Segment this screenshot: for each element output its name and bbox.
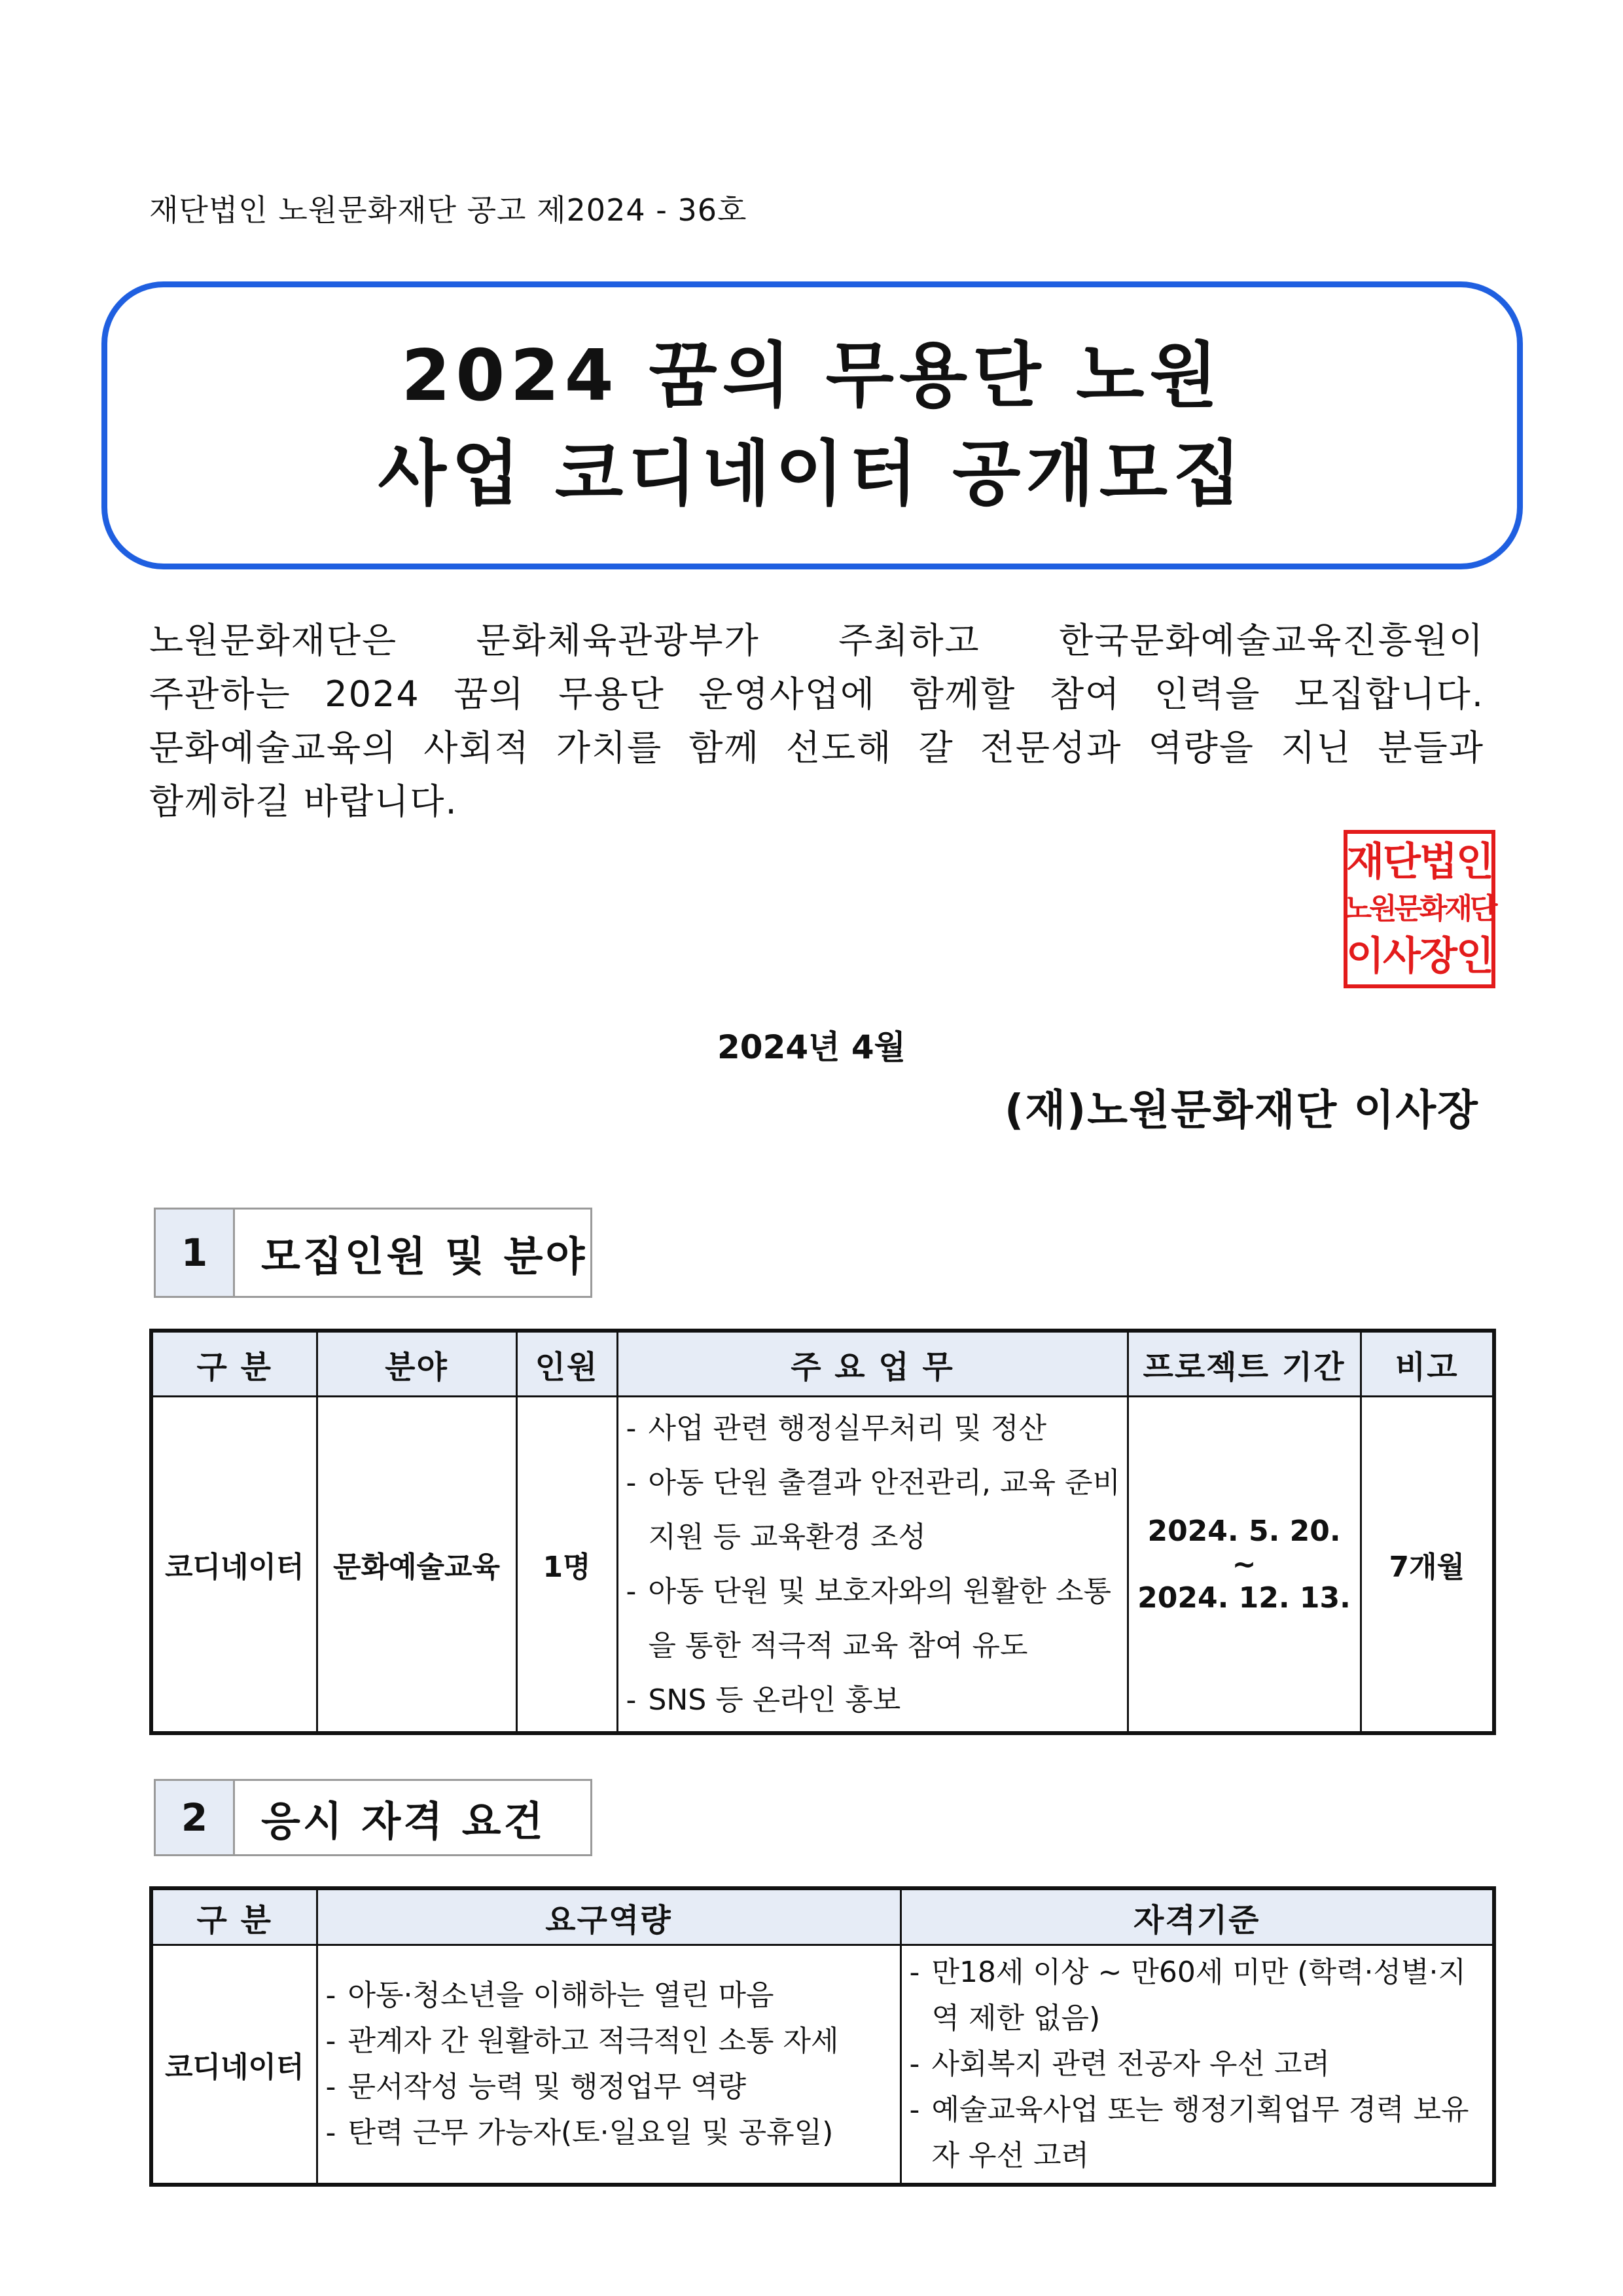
period-end: 2024. 12. 13. (1137, 1581, 1351, 1615)
title-line-2: 사업 코디네이터 공개모집 (378, 433, 1247, 515)
signature: (재)노원문화재단 이사장 (1004, 1086, 1479, 1135)
period-sep: ~ (1232, 1547, 1257, 1581)
recruitment-table (149, 1329, 1496, 1735)
requirement-item: - 탄력 근무 가능자(토·일요일 및 공휴일) (318, 2110, 900, 2156)
duty-item: - 아동 단원 및 보호자와의 원활한 소통을 통한 적극적 교육 참여 유도 (618, 1564, 1127, 1673)
intro-paragraph (149, 614, 1484, 829)
col-header: 요구역량 (317, 1888, 901, 1945)
duty-item: - 사업 관련 행정실무처리 및 정산 (618, 1401, 1127, 1456)
duty-item: - SNS 등 온라인 홍보 (618, 1673, 1127, 1727)
section1-heading (154, 1208, 592, 1298)
section2-title: 응시 자격 요건 (261, 1797, 546, 1845)
official-seal (1344, 830, 1495, 988)
col-header: 분야 (317, 1331, 516, 1397)
requirement-item: - 관계자 간 원활하고 적극적인 소통 자세 (318, 2018, 900, 2064)
table-row (151, 1397, 1494, 1734)
section1-title: 모집인원 및 분야 (261, 1232, 588, 1280)
qualification-table (149, 1886, 1496, 2187)
table-header-row (151, 1331, 1494, 1397)
col-header: 인원 (516, 1331, 617, 1397)
requirement-item: - 문서작성 능력 및 행정업무 역량 (318, 2064, 900, 2110)
intro-line: 문화예술교육의 사회적 가치를 함께 선도해 갈 전문성과 역량을 지닌 분들과 (149, 727, 1484, 768)
cell-period (1128, 1397, 1361, 1734)
cell-count: 1명 (516, 1397, 617, 1734)
col-header: 구 분 (151, 1331, 317, 1397)
requirement-item: - 아동·청소년을 이해하는 열린 마음 (318, 1973, 900, 2018)
seal-line-1: 재단법인 (1346, 839, 1493, 885)
qualification-item: - 예술교육사업 또는 행정기획업무 경력 보유자 우선 고려 (902, 2087, 1493, 2179)
period-start: 2024. 5. 20. (1147, 1514, 1341, 1548)
intro-line: 주관하는 2024 꿈의 무용단 운영사업에 함께할 참여 인력을 모집합니다. (149, 673, 1484, 715)
duty-item: - 아동 단원 출결과 안전관리, 교육 준비 지원 등 교육환경 조성 (618, 1456, 1127, 1564)
cell-qualifications (901, 1945, 1494, 2185)
seal-line-3: 이사장인 (1346, 933, 1493, 979)
cell-requirements (317, 1945, 901, 2185)
intro-line: 함께하길 바랍니다. (149, 781, 458, 822)
table-row (151, 1945, 1494, 2185)
title-box (101, 281, 1523, 569)
section1-number: 1 (156, 1210, 235, 1296)
cell-note: 7개월 (1361, 1397, 1494, 1734)
table-header-row (151, 1888, 1494, 1945)
notice-date: 2024년 4월 (717, 1028, 906, 1066)
cell-category: 코디네이터 (151, 1397, 317, 1734)
col-header: 자격기준 (901, 1888, 1494, 1945)
cell-duties (617, 1397, 1128, 1734)
col-header: 주 요 업 무 (617, 1331, 1128, 1397)
col-header: 구 분 (151, 1888, 317, 1945)
qualification-item: - 사회복지 관련 전공자 우선 고려 (902, 2041, 1493, 2087)
section2-number: 2 (156, 1781, 235, 1854)
notice-number: 재단법인 노원문화재단 공고 제2024 - 36호 (149, 192, 747, 228)
cell-field: 문화예술교육 (317, 1397, 516, 1734)
title-line-1: 2024 꿈의 무용단 노원 (401, 335, 1223, 417)
col-header: 프로젝트 기간 (1128, 1331, 1361, 1397)
qualification-item: - 만18세 이상 ~ 만60세 미만 (학력·성별·지역 제한 없음) (902, 1950, 1493, 2041)
section2-heading (154, 1779, 592, 1856)
cell-category: 코디네이터 (151, 1945, 317, 2185)
col-header: 비고 (1361, 1331, 1494, 1397)
seal-line-2: 노원문화재단 (1344, 892, 1495, 925)
intro-line: 노원문화재단은 문화체육관광부가 주최하고 한국문화예술교육진흥원이 (149, 620, 1484, 661)
